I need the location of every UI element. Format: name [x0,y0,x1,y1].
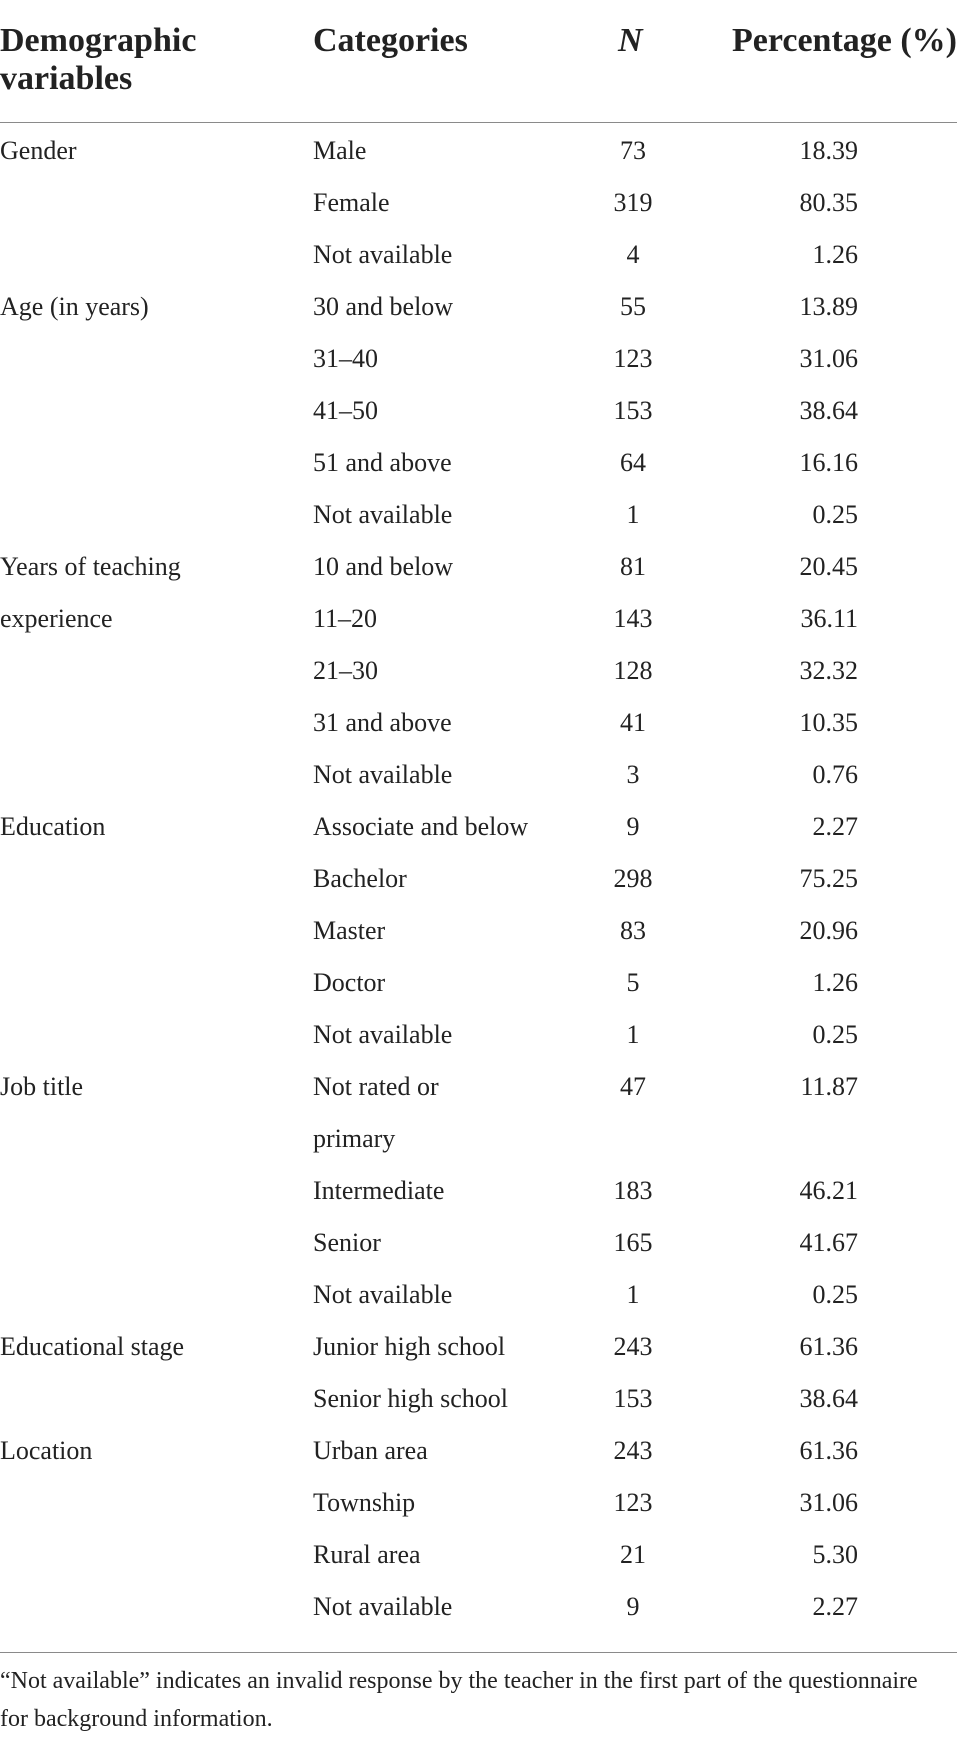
cell-category: Bachelor [313,864,407,893]
cell-n: 81 [620,552,646,581]
cell-category: primary [313,1124,396,1153]
cell-n: 165 [613,1228,653,1257]
cell-demographic: Education [0,812,106,841]
cell-category: Doctor [313,968,386,997]
table-row [0,1269,957,1321]
cell-percentage: 75.25 [799,864,858,893]
cell-percentage: 1.26 [812,968,858,997]
cell-demographic: Location [0,1436,93,1465]
cell-category: 30 and below [313,292,454,321]
cell-n: 298 [613,864,653,893]
header-percentage: Percentage (%) [732,22,957,59]
table-row [0,229,957,281]
cell-demographic: Age (in years) [0,292,149,321]
table-row [0,593,957,645]
cell-category: 11–20 [313,604,378,633]
cell-percentage: 18.39 [799,136,858,165]
table-row [0,1217,957,1269]
table-row [0,853,957,905]
cell-percentage: 46.21 [799,1176,858,1205]
table-row [0,749,957,801]
table-row [0,1061,957,1113]
cell-percentage: 80.35 [799,188,858,217]
table-footnote: “Not available” indicates an invalid response by the teacher in the first part of the questionnaire for background information. [0,1668,918,1732]
cell-category: 51 and above [313,448,452,477]
cell-n: 9 [626,812,640,841]
cell-category: Associate and below [313,812,529,841]
cell-percentage: 0.25 [812,1020,858,1049]
cell-category: Not rated or [313,1072,439,1101]
table-row [0,1009,957,1061]
cell-n: 243 [613,1436,653,1465]
cell-category: 10 and below [313,552,454,581]
cell-n: 183 [613,1176,653,1205]
cell-percentage: 31.06 [799,344,858,373]
cell-n: 128 [613,656,653,685]
cell-percentage: 0.25 [812,1280,858,1309]
table-row [0,333,957,385]
cell-n: 319 [613,188,653,217]
cell-percentage: 0.25 [812,500,858,529]
cell-percentage: 13.89 [799,292,858,321]
cell-category: Not available [313,1020,453,1049]
table-row [0,1321,957,1373]
cell-percentage: 36.11 [800,604,858,633]
cell-category: Senior [313,1228,381,1257]
cell-percentage: 61.36 [799,1332,858,1361]
cell-n: 1 [626,500,640,529]
table-row [0,541,957,593]
table-row [0,489,957,541]
cell-category: 41–50 [313,396,378,425]
table-row [0,1373,957,1425]
table-row [0,1529,957,1581]
table-row [0,437,957,489]
cell-category: Not available [313,240,453,269]
cell-percentage: 5.30 [812,1540,858,1569]
cell-n: 1 [626,1020,640,1049]
table-row [0,645,957,697]
cell-n: 41 [620,708,646,737]
table-header [0,0,957,123]
cell-n: 9 [626,1592,640,1621]
cell-category: Female [313,188,390,217]
cell-category: Urban area [313,1436,428,1465]
cell-percentage: 38.64 [799,396,858,425]
cell-demographic: Educational stage [0,1332,185,1361]
cell-n: 243 [613,1332,653,1361]
cell-n: 1 [626,1280,640,1309]
header-demographic-variables: Demographic variables [0,22,197,97]
cell-category: Rural area [313,1540,421,1569]
cell-category: Not available [313,760,453,789]
cell-percentage: 10.35 [799,708,858,737]
cell-n: 73 [620,136,646,165]
cell-n: 4 [626,240,640,269]
cell-percentage: 16.16 [799,448,858,477]
cell-n: 123 [613,1488,653,1517]
cell-category: Not available [313,500,453,529]
header-n: N [618,22,643,59]
cell-n: 83 [620,916,646,945]
cell-category: Intermediate [313,1176,445,1205]
cell-percentage: 20.45 [799,552,858,581]
table-body [0,125,957,1633]
table-row [0,1581,957,1633]
table-row [0,801,957,853]
cell-percentage: 1.26 [812,240,858,269]
cell-percentage: 20.96 [799,916,858,945]
cell-demographic: Job title [0,1072,84,1101]
table-row [0,1425,957,1477]
table-row [0,697,957,749]
table-bottom-rule [0,1652,957,1653]
cell-n: 5 [626,968,640,997]
cell-n: 47 [620,1072,646,1101]
table-row [0,125,957,177]
cell-category: 31–40 [313,344,378,373]
cell-percentage: 41.67 [799,1228,858,1257]
cell-n: 3 [626,760,640,789]
cell-category: 21–30 [313,656,378,685]
cell-n: 153 [613,1384,653,1413]
cell-n: 64 [620,448,646,477]
cell-n: 21 [620,1540,646,1569]
cell-category: Senior high school [313,1384,508,1413]
cell-category: Master [313,916,386,945]
cell-percentage: 2.27 [812,1592,858,1621]
table-row [0,177,957,229]
cell-percentage: 2.27 [812,812,858,841]
cell-category: Not available [313,1280,453,1309]
cell-demographic: Years of teaching [0,552,181,581]
cell-percentage: 0.76 [812,760,858,789]
table-row [0,1477,957,1529]
table-row [0,905,957,957]
table-row [0,281,957,333]
cell-percentage: 61.36 [799,1436,858,1465]
table-row [0,1165,957,1217]
cell-category: Junior high school [313,1332,506,1361]
cell-demographic: Gender [0,136,77,165]
cell-percentage: 38.64 [799,1384,858,1413]
cell-n: 153 [613,396,653,425]
cell-category: Male [313,136,367,165]
cell-percentage: 32.32 [799,656,858,685]
cell-demographic: experience [0,604,113,633]
table-row [0,385,957,437]
cell-category: Township [313,1488,416,1517]
table-row [0,1113,957,1165]
cell-category: Not available [313,1592,453,1621]
header-categories: Categories [313,22,468,59]
cell-n: 55 [620,292,646,321]
cell-n: 123 [613,344,653,373]
cell-n: 143 [613,604,653,633]
cell-percentage: 11.87 [800,1072,858,1101]
table-row [0,957,957,1009]
cell-percentage: 31.06 [799,1488,858,1517]
cell-category: 31 and above [313,708,452,737]
